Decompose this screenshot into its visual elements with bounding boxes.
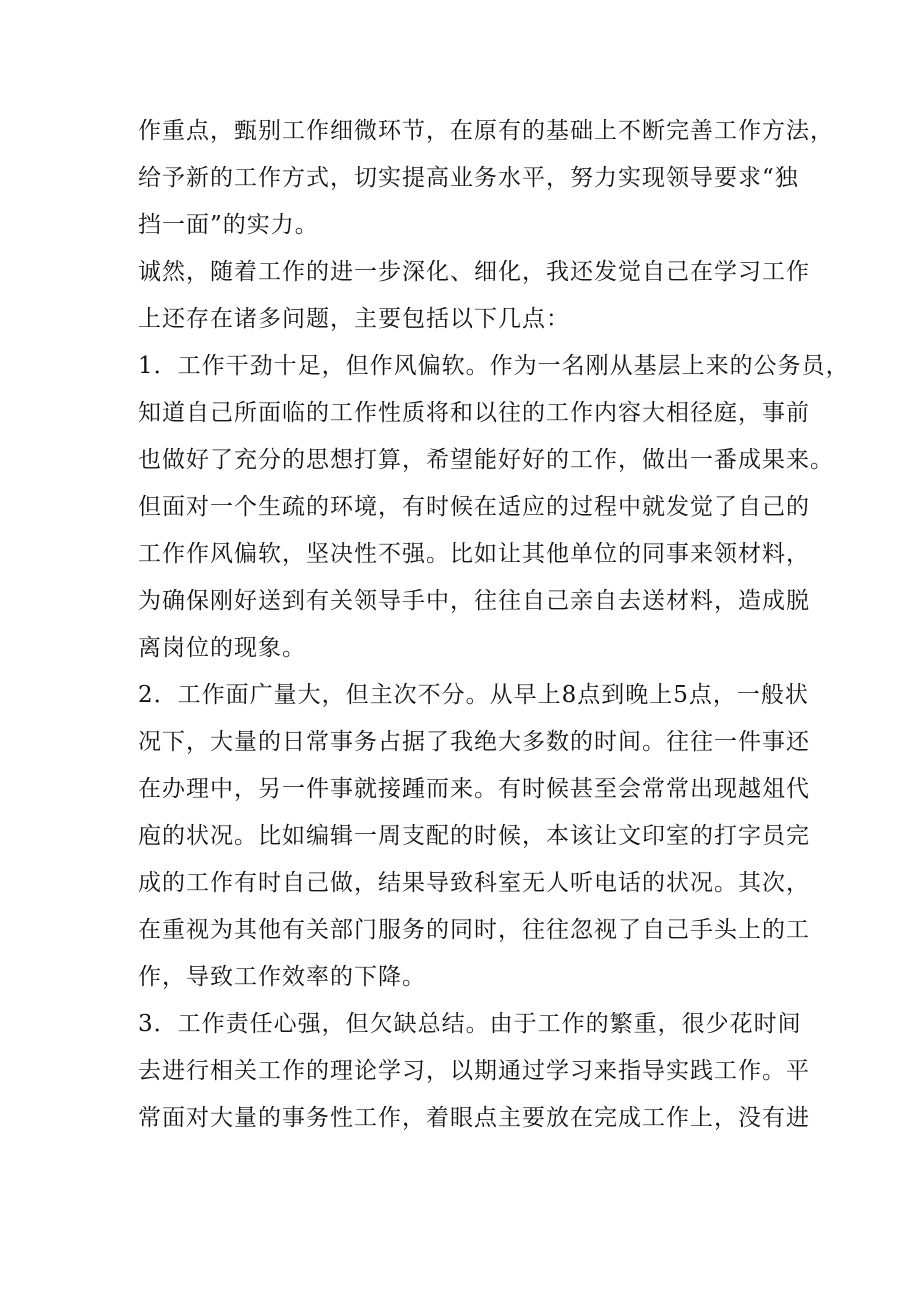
document-body [138, 108, 850, 1142]
text-line: 为确保刚好送到有关领导手中，往往自己亲自去送材料，造成脱 [138, 588, 810, 614]
text-line: 知道自己所面临的工作性质将和以往的工作内容大相径庭，事前 [138, 400, 810, 426]
text-line: 况下，大量的日常事务占据了我绝大多数的时间。往往一件事还 [138, 729, 810, 755]
text-line: 给予新的工作方式，切实提高业务水平，努力实现领导要求“独 [138, 165, 799, 191]
text-line: 常面对大量的事务性工作，着眼点主要放在完成工作上，没有进 [138, 1105, 810, 1131]
text-line: 成的工作有时自己做，结果导致科室无人听电话的状况。其次， [138, 870, 810, 896]
text-line: 2．工作面广量大，但主次不分。从早上8点到晚上5点，一般状 [138, 682, 809, 708]
text-line: 作，导致工作效率的下降。 [138, 964, 426, 990]
text-line: 离岗位的现象。 [138, 635, 306, 661]
text-line: 1．工作干劲十足，但作风偏软。作为一名刚从基层上来的公务员， [138, 353, 850, 379]
text-line: 上还存在诸多问题，主要包括以下几点： [138, 306, 570, 332]
text-line: 在重视为其他有关部门服务的同时，往往忽视了自己手头上的工 [138, 917, 810, 943]
text-line: 也做好了充分的思想打算，希望能好好的工作，做出一番成果来。 [138, 447, 834, 473]
paragraph-problems-intro [138, 249, 810, 343]
text-line: 但面对一个生疏的环境，有时候在适应的过程中就发觉了自己的 [138, 494, 810, 520]
text-line: 作重点，甄别工作细微环节，在原有的基础上不断完善工作方法， [138, 118, 834, 144]
paragraph-point-3 [138, 1001, 810, 1142]
paragraph-point-1 [138, 343, 850, 672]
paragraph-work-focus [138, 108, 834, 249]
text-line: 挡一面”的实力。 [138, 212, 319, 238]
text-line: 3．工作责任心强，但欠缺总结。由于工作的繁重，很少花时间 [138, 1011, 802, 1037]
text-line: 庖的状况。比如编辑一周支配的时候，本该让文印室的打字员完 [138, 823, 810, 849]
text-line: 在办理中，另一件事就接踵而来。有时候甚至会常常出现越俎代 [138, 776, 810, 802]
paragraph-point-2 [138, 672, 810, 1001]
text-line: 去进行相关工作的理论学习，以期通过学习来指导实践工作。平 [138, 1058, 810, 1084]
text-line: 工作作风偏软，坚决性不强。比如让其他单位的同事来领材料， [138, 541, 810, 567]
text-line: 诚然，随着工作的进一步深化、细化，我还发觉自己在学习工作 [138, 259, 810, 285]
